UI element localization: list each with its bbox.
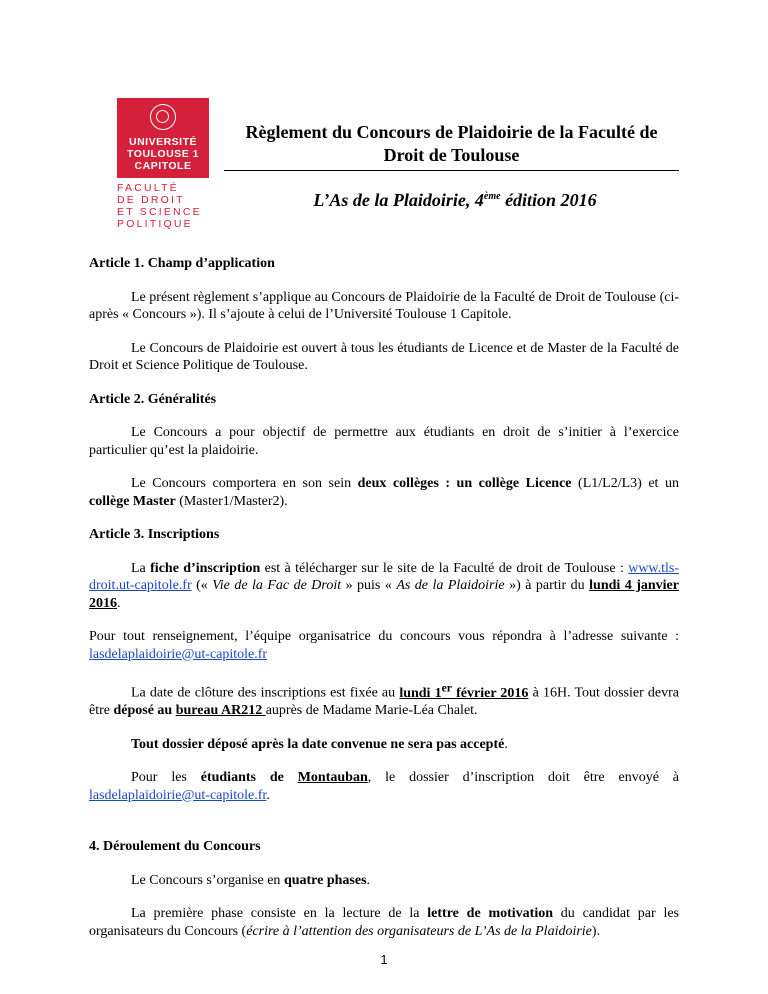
montauban-email-link[interactable]: lasdelaplaidoirie@ut-capitole.fr [89,787,267,803]
faculty-line-4: POLITIQUE [117,218,193,230]
article-3-heading: Article 3. Inscriptions [89,527,220,542]
logo-red-block [117,98,209,178]
university-seal-icon [150,104,176,130]
logo-line-3: CAPITOLE [134,160,192,172]
faculty-line-2: DE DROIT [117,194,185,206]
title-block [224,121,679,171]
article-3-paragraph-1: La fiche d’inscription est à télécharger sur le site de la Faculté de droit de Toulouse : www.tls-droit.ut-capitole.fr (« Vie de la Fac de Droit » puis « As de la Plaidoirie ») à partir du lundi 4 janvier 2016. [89,560,680,611]
document-body [89,255,679,940]
page-number: 1 [380,952,388,967]
article-3-paragraph-2: Pour tout renseignement, l’équipe organisatrice du concours vous répondra à l’adresse suivante : lasdelaplaidoirie@ut-capitole.fr [89,629,679,662]
faculty-website-link[interactable]: www.tls-droit.ut-capitole.fr [89,560,680,593]
faculty-line-1: FACULTÉ [117,182,179,194]
subtitle-text-end: édition 2016 [500,190,597,210]
logo-line-2: TOULOUSE 1 [127,148,199,160]
faculty-line-3: ET SCIENCE [117,206,202,218]
subtitle-sup: ème [483,191,501,202]
subtitle-text: L’As de la Plaidoirie, 4 [313,190,484,210]
logo-line-1: UNIVERSITÉ [128,136,197,148]
article-2-paragraph-2: Le Concours comportera en son sein deux collèges : un collège Licence (L1/L2/L3) et un collège Master (Master1/Master2). [89,476,679,509]
article-1-paragraph-1: Le présent règlement s’applique au Concours de Plaidoirie de la Faculté de Droit de Toulouse (ci-après « Concours »). Il s’ajoute à celui de l’Université Toulouse 1 Capitole. [89,289,679,322]
article-4-heading: 4. Déroulement du Concours [89,839,261,855]
document-title: Règlement du Concours de Plaidoirie de la Faculté de Droit de Toulouse [224,121,679,171]
article-1-heading: Article 1. Champ d’application [89,256,275,271]
article-3-paragraph-3: La date de clôture des inscriptions est fixée au lundi 1er février 2016 à 16H. Tout dossier devra être déposé au bureau AR212 auprès de Madame Marie-Léa Chalet. [89,681,680,719]
article-1-paragraph-2: Le Concours de Plaidoirie est ouvert à tous les étudiants de Licence et de Master de la Faculté de Droit et Science Politique de Toulouse. [89,340,679,373]
article-4-paragraph-1: Le Concours s’organise en quatre phases. [131,872,371,888]
document-subtitle [255,190,655,211]
article-2-paragraph-1: Le Concours a pour objectif de permettre aux étudiants en droit de s’initier à l’exercice particulier qu’est la plaidoirie. [89,425,679,458]
article-4-paragraph-2: La première phase consiste en la lecture de la lettre de motivation du candidat par les organisateurs du Concours (écrire à l’attention des organisateurs de L’As de la Plaidoirie). [89,906,680,939]
contact-email-link[interactable]: lasdelaplaidoirie@ut-capitole.fr [89,646,268,662]
article-2-heading: Article 2. Généralités [89,391,217,407]
article-3-paragraph-4: Tout dossier déposé après la date convenue ne sera pas accepté. [131,736,508,752]
university-logo [117,98,209,253]
article-3-paragraph-5: Pour les étudiants de Montauban, le dossier d’inscription doit être envoyé à lasdelaplaidoirie@ut-capitole.fr. [89,770,680,803]
faculty-name [117,182,209,230]
